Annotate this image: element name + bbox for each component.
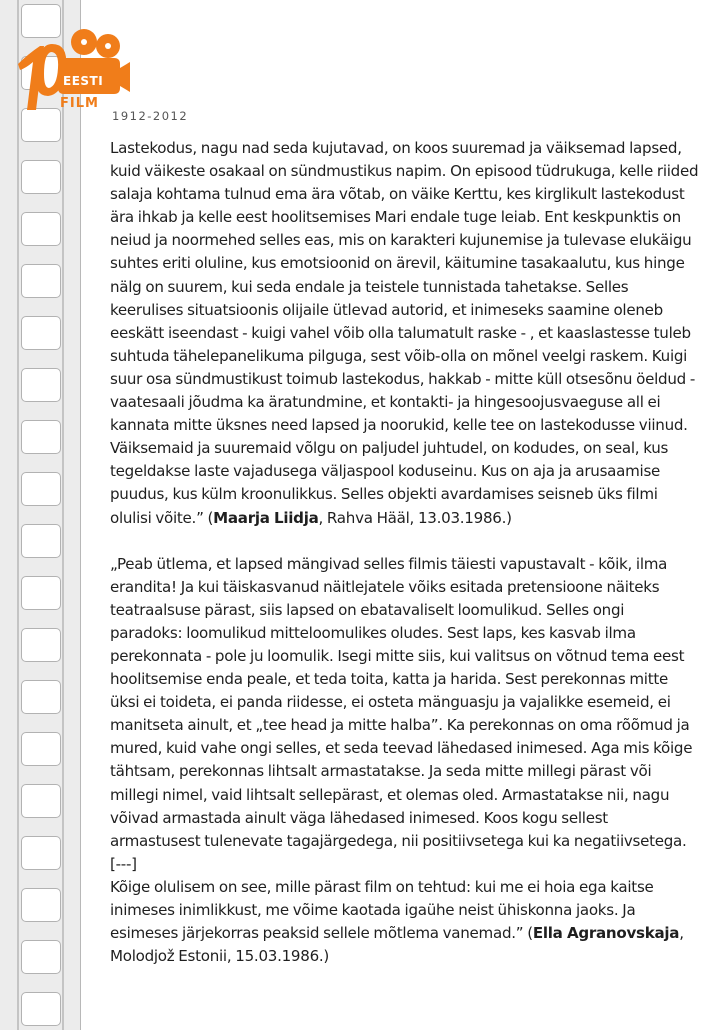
film-sprocket-hole — [21, 940, 61, 974]
film-sprocket-hole — [21, 888, 61, 922]
logo-text-eesti: EESTI — [63, 74, 104, 88]
film-sprocket-hole — [21, 992, 61, 1026]
review-text: „Peab ütlema, et lapsed mängivad selles filmis täiesti vapustavalt - kõik, ilma erandita! Ja kui täiskasvanud näitlejatele võiks esitada pretensioone näiteks teatraalsuse pärast, siis lapsed on ebatavaliselt loomulikud. Selles ongi paradoks: loomulikud mitteloomulikes oludes. Sest laps, kes kasvab ilma perekonnata - pole ju loomulik. Isegi mitte siis, kui valitsus on võtnud tema eest hoolitsemise enda peale, et teda toita, katta ja harida. Sest perekonnas mitte üksi ei toideta, ei panda riidesse, ei osteta mänguasju ja vajalikke esemeid, ei manitseta ainult, et „tee head ja mitte halba”. Ka perekonnas on oma rõõmud ja mured, kuid vahe ongi selles, et seda teevad lähedased inimesed. Aga mis kõige tähtsam, perekonnas lihtsalt armastatakse. Ja seda mitte millegi pärast või millegi nimel, vaid lihtsalt sellepärast, et olemas oled. Armastatakse nii, nagu võivad armastada ainult väga lähedased inimesed. Koos kogu sellest armastusest tulenevate tagajärgedega, nii positiivsetega kui ka negatiivsetega. [---] — [110, 554, 693, 873]
film-sprocket-hole — [21, 264, 61, 298]
review-author: Maarja Liidja — [213, 508, 319, 527]
film-sprocket-hole — [21, 576, 61, 610]
film-sprocket-hole — [21, 472, 61, 506]
film-sprocket-hole — [21, 836, 61, 870]
filmstrip-edge-line — [17, 0, 19, 1030]
film-sprocket-hole — [21, 524, 61, 558]
review-source: , Molodjož Estonii, 15.03.1986.) — [110, 924, 684, 966]
review-source: , Rahva Hääl, 13.03.1986.) — [318, 508, 512, 527]
logo-years: 1912-2012 — [112, 109, 189, 123]
film-sprocket-hole — [21, 316, 61, 350]
eesti-film-100-logo — [14, 24, 132, 116]
review-author: Ella Agranovskaja — [532, 924, 680, 943]
review-text: Lastekodus, nagu nad seda kujutavad, on koos suuremad ja väiksemad lapsed, kuid väikeste osakaal on sündmustikus napim. On episood tüdrukuga, kelle riided salaja kohtama tulnud ema ära võtab, on väike Kerttu, kes kirglikult lastekodust ära ihkab ja kelle eest hoolitsemises Mari endale tuge leiab. Ent keskpunktis on neiud ja noormehed selles eas, mis on karakteri kujunemise ja tulevase elukäigu suhtes eriti oluline, kus emotsioonid on ärevil, käitumine tasakaalutu, kus hinge nälg on suurem, kui seda endale ja teistele tunnistada tahetakse. Selles keerulises situatsioonis olijaile ütlevad autorid, et inimeseks saamine oleneb eeskätt iseendast - kuigi vahel võib olla talumatult raske - , et kaaslastesse tuleb suhtuda tähelepanelikuma pilguga, sest võib-olla on mõnel veelgi raskem. Kuigi suur osa sündmustikust toimub lastekodus, hakkab - mitte küll otsesõnu öeldud - vaatesaali jõudma ka äratundmine, et kontakti- ja hingesoojusvaeguse all ei kannata mitte üksnes need lapsed ja noorukid, kelle tee on lastekodusse viinud. Väiksemaid ja suuremaid võlgu on paljudel juhtudel, on kodudes, on seal, kus tegeldakse laste vajadusega väljaspool koduseinu. Kus on aja ja arusaamise puudus, kus külm kroonulikkus. Selles objekti avardamises seisneb üks filmi olulisi võite.” ( — [110, 139, 699, 527]
film-sprocket-hole — [21, 784, 61, 818]
article-body — [110, 137, 700, 968]
paragraph-gap — [110, 530, 700, 553]
logo-text-film: FILM — [60, 96, 99, 111]
review-text: Kõige olulisem on see, mille pärast film on tehtud: kui me ei hoia ega kaitse inimeses inimlikkust, me võime kaotada igaühe neist ühiskonna jaoks. Ja esimeses järjekorras peaksid sellele mõtlema vanemad.” ( — [110, 877, 654, 943]
film-sprocket-hole — [21, 368, 61, 402]
film-sprocket-hole — [21, 420, 61, 454]
review-paragraph-2 — [110, 553, 700, 876]
filmstrip-border — [0, 0, 81, 1030]
film-sprocket-hole — [21, 732, 61, 766]
film-sprocket-hole — [21, 680, 61, 714]
film-sprocket-hole — [21, 212, 61, 246]
film-sprocket-hole — [21, 628, 61, 662]
film-sprocket-hole — [21, 160, 61, 194]
review-paragraph-1 — [110, 137, 700, 530]
filmstrip-edge-line — [62, 0, 64, 1030]
review-paragraph-3 — [110, 876, 700, 968]
